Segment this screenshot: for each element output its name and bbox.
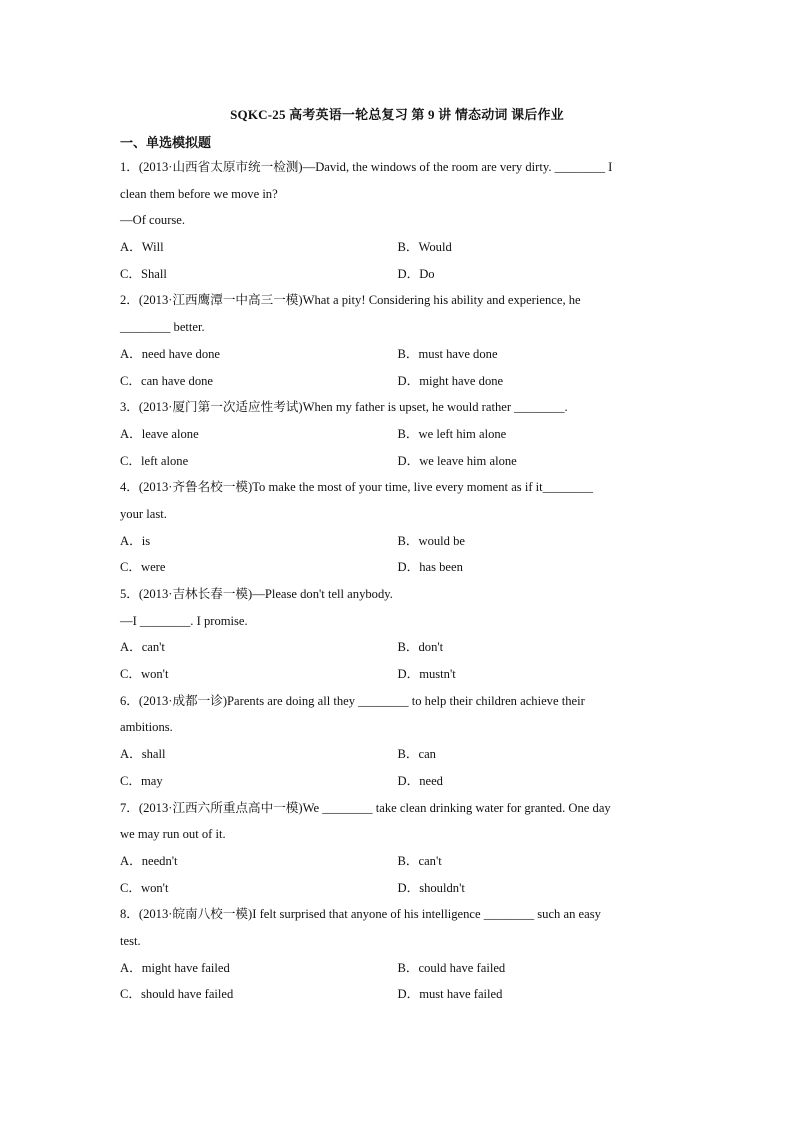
question-stem-line: 2．(2013·江西鹰潭一中高三一模)What a pity! Considering his ability and experience, he [120,293,581,308]
answer-option: A．might have failed [120,960,230,975]
option-row [120,981,675,1008]
answer-option: B．can't [397,853,442,868]
question-stem-line: ambitions. [120,720,173,735]
option-row [120,554,675,581]
question-2 [120,287,675,394]
answer-option: B．Would [397,240,452,255]
option-row [120,768,675,795]
answer-option: D．we leave him alone [397,453,517,468]
question-stem-line: we may run out of it. [120,827,226,842]
question-stem-line: 5．(2013·吉林长春一模)—Please don't tell anybody. [120,587,393,601]
option-row [120,634,675,661]
answer-option: A．leave alone [120,426,199,441]
question-stem-line: test. [120,933,141,948]
answer-option: A．need have done [120,346,221,361]
option-row [120,234,675,261]
question-stem-line: —Of course. [120,213,186,228]
answer-option: D．mustn't [397,667,456,682]
question-stem-line: clean them before we move in? [120,186,278,201]
question-stem-line: —I ________. I promise. [120,613,248,628]
answer-option: C．were [120,560,166,575]
answer-option: D．has been [397,560,463,575]
question-stem-line: 3．(2013·厦门第一次适应性考试)When my father is upset, he would rather ________. [120,400,568,415]
document-title: SQKC-25 高考英语一轮总复习 第 9 讲 情态动词 课后作业 [230,107,564,122]
question-stem-line: ________ better. [120,320,205,335]
answer-option: D．shouldn't [397,880,465,895]
option-row [120,848,675,875]
option-row [120,875,675,902]
option-row [120,661,675,688]
question-7 [120,795,675,902]
answer-option: C．left alone [120,453,189,468]
option-row [120,421,675,448]
question-8 [120,901,675,1008]
question-stem-line: 7．(2013·江西六所重点高中一模)We ________ take clean drinking water for granted. One day [120,800,611,815]
answer-option: C．should have failed [120,987,234,1002]
option-row [120,448,675,475]
answer-option: D．need [397,773,443,788]
question-list [120,154,675,1008]
question-6 [120,688,675,795]
question-3 [120,394,675,474]
answer-option: B．would be [397,533,466,548]
answer-option: A．Will [120,240,164,255]
option-row [120,368,675,395]
answer-option: C．can have done [120,373,214,388]
answer-option: A．needn't [120,853,178,868]
answer-option: B．don't [397,640,444,655]
question-stem-line: your last. [120,506,167,521]
question-5 [120,581,675,688]
option-row [120,955,675,982]
answer-option: A．can't [120,640,165,655]
option-row [120,528,675,555]
answer-option: B．could have failed [397,960,506,975]
answer-option: A．is [120,533,151,548]
question-stem-line: 4．(2013·齐鲁名校一模)To make the most of your time, live every moment as if it________ [120,480,594,495]
answer-option: D．must have failed [397,987,503,1002]
option-row [120,741,675,768]
answer-option: B．can [397,747,436,762]
question-stem-line: 8．(2013·皖南八校一模)I felt surprised that anyone of his intelligence ________ such an easy [120,907,601,922]
option-row [120,261,675,288]
answer-option: C．won't [120,880,169,895]
question-1 [120,154,675,287]
answer-option: C．Shall [120,266,167,281]
option-row [120,341,675,368]
question-stem-line: 6．(2013·成都一诊)Parents are doing all they ________ to help their children achieve their [120,693,585,708]
answer-option: A．shall [120,747,166,762]
answer-option: C．may [120,773,163,788]
answer-option: D．Do [397,266,435,281]
section-heading: 一、单选模拟题 [120,135,212,150]
question-4 [120,474,675,581]
answer-option: B．must have done [397,346,498,361]
answer-option: B．we left him alone [397,426,507,441]
answer-option: C．won't [120,667,169,682]
answer-option: D．might have done [397,373,504,388]
question-stem-line: 1．(2013·山西省太原市统一检测)—David, the windows of the room are very dirty. ________ I [120,160,613,174]
